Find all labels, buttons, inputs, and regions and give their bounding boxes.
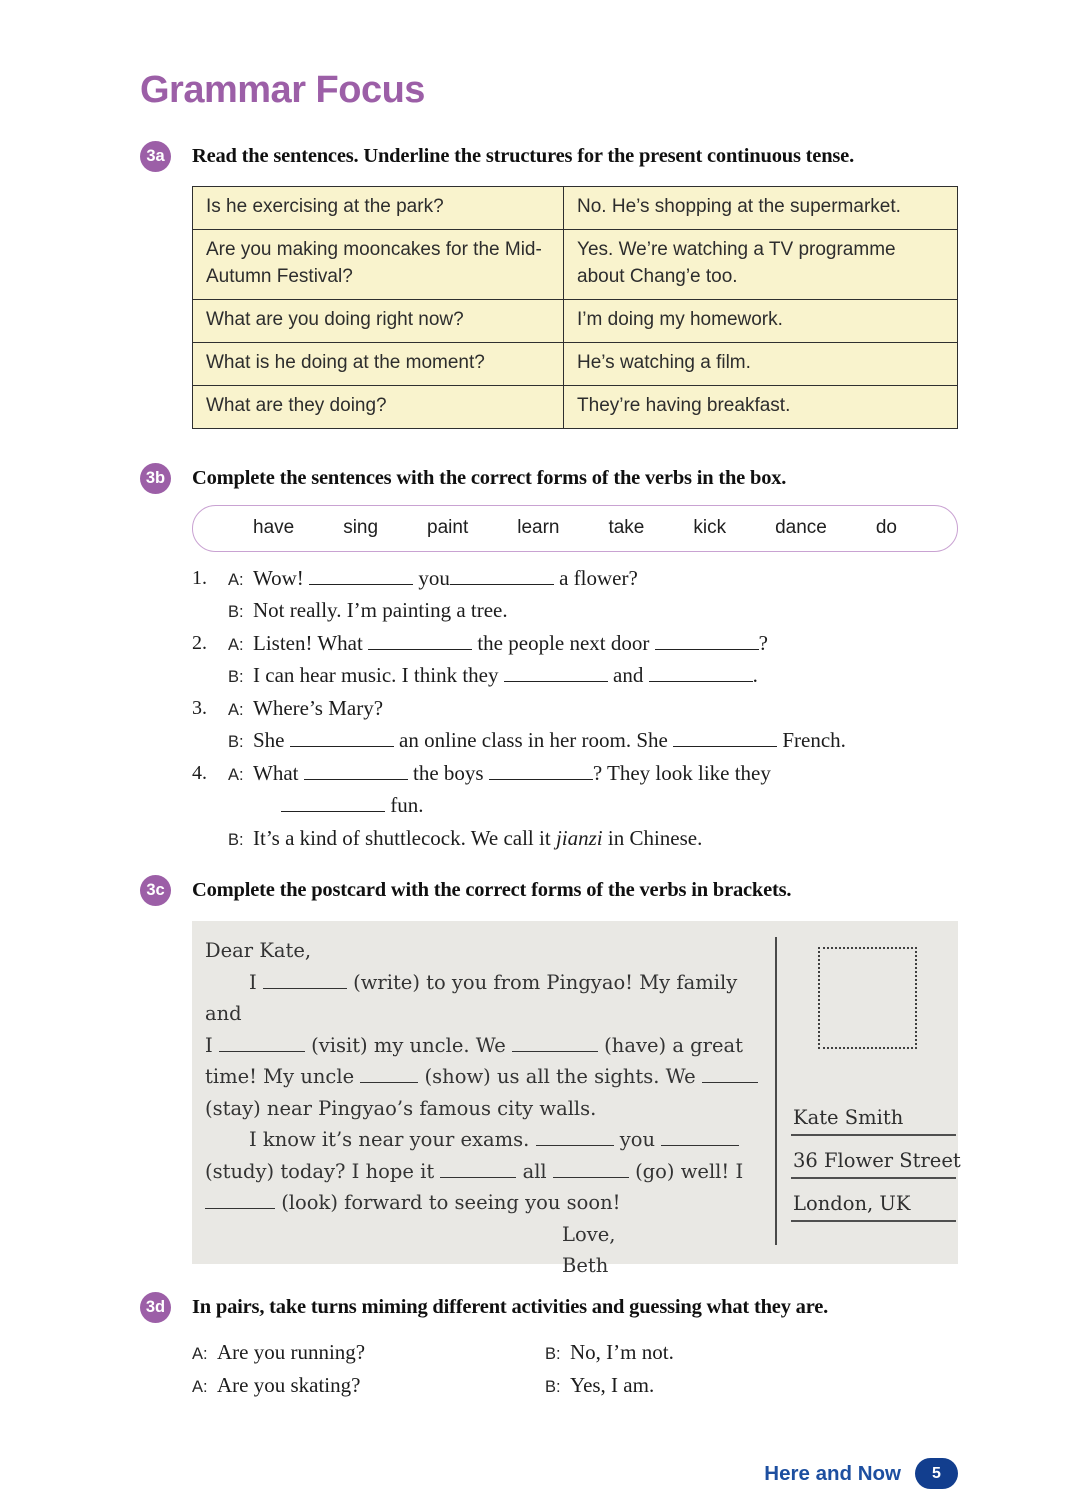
postcard-line <box>205 1187 762 1219</box>
speaker-label: B: <box>228 668 244 687</box>
speaker-label: A: <box>228 765 244 784</box>
speaker-label: A: <box>192 1345 208 1364</box>
section-3c-header <box>140 875 958 906</box>
postcard-line <box>205 1156 762 1188</box>
section-3b-header <box>140 463 958 494</box>
dialogue-line <box>228 724 958 757</box>
exercise-item <box>192 692 958 757</box>
fill-in-blank <box>512 1032 598 1052</box>
section-3c-instruction: Complete the postcard with the correct forms of the verbs in brackets. <box>192 879 792 902</box>
postcard-message <box>205 935 762 1278</box>
text-segment: (have) a great <box>597 1033 743 1057</box>
fill-in-blank <box>673 726 777 747</box>
speaker-label: A: <box>228 700 244 719</box>
address-line: Kate Smith <box>791 1106 956 1136</box>
answer-cell: No. He’s shopping at the supermarket. <box>564 187 958 230</box>
dialogue-line <box>228 562 958 595</box>
text-segment: I know it’s near your exams. <box>249 1128 536 1152</box>
table-row <box>193 385 958 428</box>
table-row <box>193 342 958 385</box>
exercise-item <box>192 562 958 627</box>
section-3a-content <box>192 186 958 429</box>
section-3b <box>140 463 958 855</box>
answer-cell: I’m doing my homework. <box>564 299 958 342</box>
text-segment: ? <box>758 630 768 655</box>
text-segment: I can hear music. I think they <box>253 663 504 688</box>
fill-in-blank <box>655 629 759 650</box>
fill-in-blank <box>205 1190 275 1210</box>
question-cell: Is he exercising at the park? <box>193 187 564 230</box>
mime-dialogue <box>192 1336 958 1401</box>
text-segment: French. <box>777 728 846 753</box>
fill-in-blank <box>290 726 394 747</box>
speaker-label: B: <box>228 830 244 849</box>
italic-term: jianzi <box>555 825 603 850</box>
table-row <box>193 187 958 230</box>
dialogue-line <box>192 1336 545 1369</box>
exercise-item <box>192 627 958 692</box>
table-row <box>193 229 958 299</box>
dialogue-line <box>228 594 958 627</box>
verb-item: have <box>253 517 295 539</box>
dialogue-line <box>228 789 958 822</box>
section-3c <box>140 875 961 1278</box>
grammar-table <box>192 186 958 429</box>
page-footer <box>140 1458 958 1489</box>
page-title: Grammar Focus <box>140 69 425 111</box>
item-number: 3. <box>192 696 207 719</box>
unit-title: Here and Now <box>764 1461 901 1485</box>
dialogue-line <box>192 1369 545 1402</box>
postcard-line <box>205 967 762 1030</box>
verb-item: sing <box>343 517 379 539</box>
text-segment: I <box>205 1033 219 1057</box>
page-number-badge: 5 <box>915 1458 958 1489</box>
item-number: 1. <box>192 566 207 589</box>
question-cell: What are you doing right now? <box>193 299 564 342</box>
section-badge-3c: 3c <box>140 875 171 906</box>
fill-in-blank <box>281 791 385 812</box>
exercise-item <box>192 757 958 855</box>
answer-cell: He’s watching a film. <box>564 342 958 385</box>
text-segment: She <box>253 728 290 753</box>
text-segment: Where’s Mary? <box>253 695 384 720</box>
text-segment: fun. <box>385 793 424 818</box>
verb-item: dance <box>775 517 827 539</box>
postcard-line <box>205 1061 762 1093</box>
section-3b-content <box>192 505 958 855</box>
text-segment: Dear Kate, <box>205 939 312 963</box>
section-3c-content <box>192 921 961 1278</box>
text-segment: I <box>249 970 263 994</box>
stamp-placeholder <box>818 947 917 1049</box>
question-cell: Are you making mooncakes for the Mid-Autumn Festival? <box>193 229 564 299</box>
verb-item: do <box>875 517 897 539</box>
postcard-line <box>205 935 762 967</box>
dialogue-line <box>228 822 958 855</box>
section-3d-header <box>140 1292 958 1323</box>
address-line: London, UK <box>791 1192 956 1222</box>
text-segment: What <box>253 760 304 785</box>
fill-in-blank <box>489 759 593 780</box>
text-segment: (stay) near Pingyao’s famous city walls. <box>205 1096 597 1120</box>
fill-in-blank <box>553 1158 629 1178</box>
text-segment: It’s a kind of shuttlecock. We call it <box>253 825 556 850</box>
fill-in-blank <box>304 759 408 780</box>
table-row <box>193 299 958 342</box>
text-segment: you <box>613 1128 662 1152</box>
text-segment: (visit) my uncle. We <box>304 1033 512 1057</box>
fill-in-blank <box>536 1127 614 1147</box>
speaker-label: B: <box>228 733 244 752</box>
question-cell: What are they doing? <box>193 385 564 428</box>
question-cell: What is he doing at the moment? <box>193 342 564 385</box>
item-number: 2. <box>192 631 207 654</box>
text-segment: a flower? <box>553 565 638 590</box>
dialogue-line <box>545 1336 958 1369</box>
postcard-address-panel <box>777 935 961 1264</box>
postcard-line <box>205 1093 762 1125</box>
section-3a-instruction: Read the sentences. Underline the structures for the present continuous tense. <box>192 145 854 167</box>
item-number: 4. <box>192 761 207 784</box>
fill-in-blank <box>360 1064 418 1084</box>
fill-in-blank <box>450 564 554 585</box>
section-badge-3d: 3d <box>140 1292 171 1323</box>
fill-in-blank <box>649 661 753 682</box>
postcard-closing-line: Love, <box>562 1222 616 1246</box>
text-segment: (study) today? I hope it <box>205 1159 441 1183</box>
text-segment: No, I’m not. <box>570 1340 674 1365</box>
text-segment: Listen! What <box>253 630 369 655</box>
fill-in-blank <box>661 1127 739 1147</box>
fill-in-blank <box>702 1064 758 1084</box>
speaker-label: A: <box>192 1377 208 1396</box>
text-segment: (go) well! I <box>628 1159 744 1183</box>
dialogue-line <box>228 659 958 692</box>
text-segment: and <box>607 663 649 688</box>
section-3b-instruction: Complete the sentences with the correct forms of the verbs in the box. <box>192 466 787 489</box>
section-3a-header <box>140 141 958 172</box>
text-segment: the people next door <box>472 630 655 655</box>
text-segment: the boys <box>407 760 489 785</box>
text-segment: an online class in her room. She <box>393 728 674 753</box>
verb-item: take <box>608 517 645 539</box>
fill-in-blank <box>309 564 413 585</box>
verb-item: kick <box>693 517 727 539</box>
text-segment: Not really. I’m painting a tree. <box>253 598 508 623</box>
text-segment: (look) forward to seeing you soon! <box>275 1191 621 1215</box>
text-segment: ? They look like they <box>592 760 771 785</box>
postcard <box>192 921 961 1278</box>
fill-in-blank <box>504 661 608 682</box>
section-badge-3b: 3b <box>140 463 171 494</box>
dialogue-line <box>228 692 958 725</box>
speaker-label: A: <box>228 635 244 654</box>
text-segment: all <box>516 1159 553 1183</box>
section-badge-3a: 3a <box>140 141 171 172</box>
text-segment: (write) to you from Pingyao! My family and <box>205 970 738 1026</box>
text-segment: . <box>752 663 758 688</box>
speaker-label: B: <box>545 1377 561 1396</box>
section-3a <box>140 141 958 429</box>
postcard-closing-line: Beth <box>562 1254 609 1278</box>
fill-in-blank <box>368 629 472 650</box>
text-segment: in Chinese. <box>602 825 703 850</box>
postcard-line <box>205 1124 762 1156</box>
section-3d-instruction: In pairs, take turns miming different activities and guessing what they are. <box>192 1296 829 1319</box>
answer-cell: They’re having breakfast. <box>564 385 958 428</box>
answer-cell: Yes. We’re watching a TV programme about Chang’e too. <box>564 229 958 299</box>
postcard-line <box>205 1030 762 1062</box>
grammar-table-body <box>193 187 958 429</box>
speaker-label: B: <box>545 1345 561 1364</box>
dialogue-line <box>228 757 958 790</box>
fill-in-blank <box>440 1158 516 1178</box>
verb-item: learn <box>517 517 560 539</box>
verb-item: paint <box>427 517 469 539</box>
fill-in-blank <box>219 1032 305 1052</box>
fill-in-blank <box>263 969 347 989</box>
exercise-items <box>192 562 958 855</box>
speaker-label: A: <box>228 570 244 589</box>
text-segment: you <box>413 565 450 590</box>
text-segment: Yes, I am. <box>570 1372 655 1397</box>
text-segment: Are you running? <box>217 1340 366 1365</box>
dialogue-line <box>228 627 958 660</box>
address-line: 36 Flower Street <box>791 1149 956 1179</box>
section-3d <box>140 1292 958 1401</box>
postcard-address <box>791 1106 961 1222</box>
speaker-label: B: <box>228 603 244 622</box>
text-segment: Are you skating? <box>217 1372 361 1397</box>
dialogue-line <box>545 1369 958 1402</box>
text-segment: (show) us all the sights. We <box>418 1065 702 1089</box>
text-segment: Wow! <box>253 565 310 590</box>
text-segment: time! My uncle <box>205 1065 361 1089</box>
verb-box <box>192 505 958 552</box>
